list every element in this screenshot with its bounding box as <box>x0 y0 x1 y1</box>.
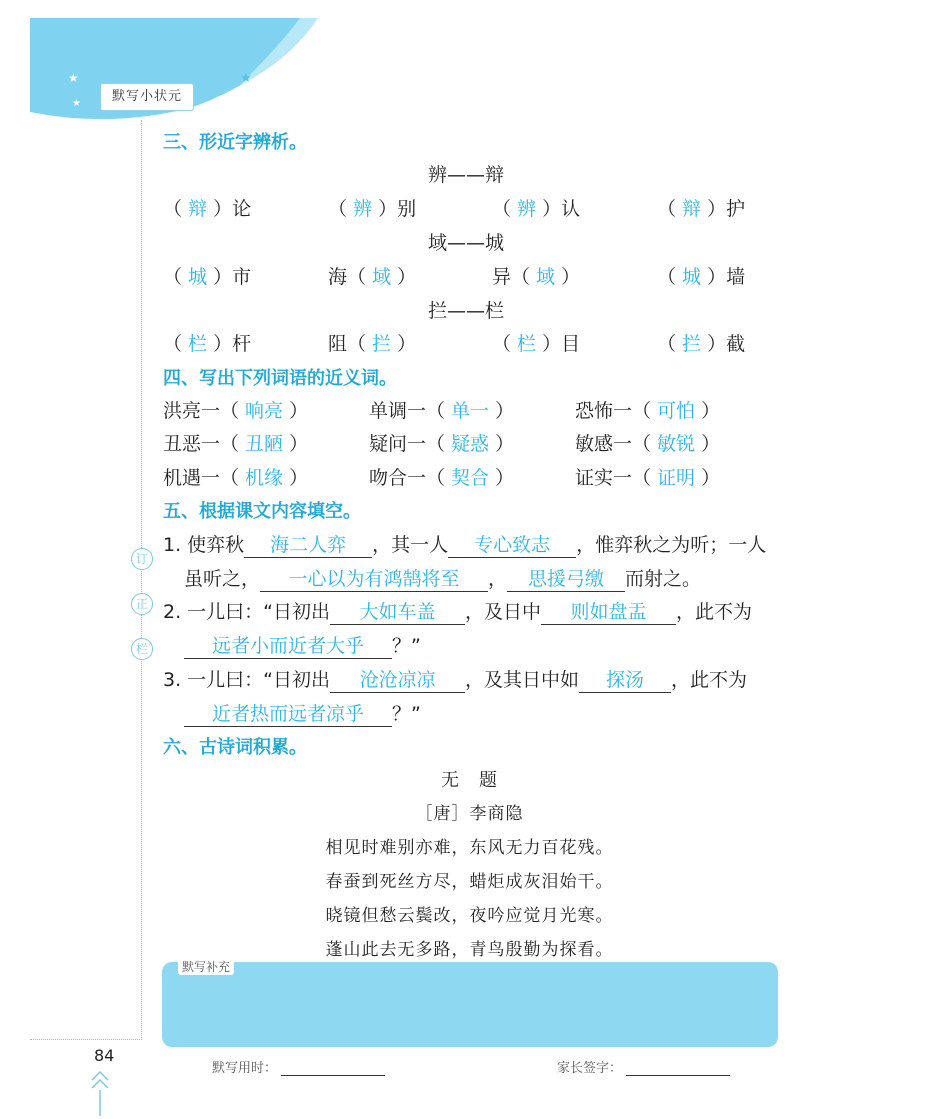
svg-text:★: ★ <box>240 71 252 86</box>
answer-text[interactable]: 响亮 <box>245 400 284 422</box>
answer-text[interactable]: 城 <box>682 266 702 288</box>
char-item: （ 辩 ）论 <box>163 198 252 220</box>
synonym-item: 恐怖一（ 可怕 ） <box>575 400 721 422</box>
section-4-title: 四、写出下列词语的近义词。 <box>163 368 397 389</box>
header-badge: 默写小状元 <box>100 83 194 111</box>
q3-blank-2[interactable]: 探汤 <box>579 665 671 693</box>
char-item: （ 拦 ）截 <box>657 333 746 355</box>
synonym-item: 证实一（ 证明 ） <box>575 467 721 489</box>
svg-text:★: ★ <box>68 71 79 85</box>
answer-text[interactable]: 拦 <box>682 333 702 355</box>
answer-text[interactable]: 城 <box>188 266 208 288</box>
q1-line1: 1. 使弈秋 海二人弈 ，其一人 专心致志 ，惟弈秋之为听；一人 <box>163 530 766 558</box>
signature-label: 家长签字： <box>557 1061 623 1076</box>
answer-text[interactable]: 敏锐 <box>657 433 696 455</box>
section-3-title: 三、形近字辨析。 <box>163 132 307 153</box>
q3-blank-1[interactable]: 沧沧凉凉 <box>330 665 465 693</box>
answer-text[interactable]: 契合 <box>451 467 490 489</box>
char-item: 阻（ 拦 ） <box>328 333 417 355</box>
answer-text[interactable]: 域 <box>372 266 392 288</box>
synonym-item: 敏感一（ 敏锐 ） <box>575 433 721 455</box>
signature-blank[interactable] <box>626 1075 730 1076</box>
q3-line1: 3. 一儿曰：“日初出 沧沧凉凉 ，及其日中如 探汤 ，此不为 <box>163 665 747 693</box>
char-item: （ 辨 ）认 <box>492 198 581 220</box>
synonym-item: 单调一（ 单一 ） <box>369 400 515 422</box>
answer-text[interactable]: 疑惑 <box>451 433 490 455</box>
answer-text[interactable]: 辨 <box>353 198 373 220</box>
arrow-up-icon <box>90 1068 110 1116</box>
answer-text[interactable]: 辨 <box>517 198 537 220</box>
supplement-box[interactable] <box>162 962 778 1047</box>
q1-blank-3[interactable]: 一心以为有鸿鹄将至 <box>260 564 488 592</box>
q2-line2: 远者小而近者大乎 ？” <box>184 631 421 659</box>
poem-line-4: 蓬山此去无多路，青鸟殷勤为探看。 <box>325 940 614 960</box>
answer-text[interactable]: 辩 <box>188 198 208 220</box>
answer-text[interactable]: 证明 <box>657 467 696 489</box>
footer-divider <box>30 1039 142 1040</box>
synonym-item: 丑恶一（ 丑陋 ） <box>163 433 309 455</box>
answer-text[interactable]: 可怕 <box>657 400 696 422</box>
char-item: （ 栏 ）杆 <box>163 333 252 355</box>
char-item: （ 辨 ）别 <box>328 198 417 220</box>
side-label-2: 正 <box>131 593 153 615</box>
time-blank[interactable] <box>281 1075 385 1076</box>
side-label-3: 栏 <box>131 638 153 660</box>
q1-blank-2[interactable]: 专心致志 <box>448 530 576 558</box>
page-number: 84 <box>94 1046 115 1065</box>
synonym-item: 疑问一（ 疑惑 ） <box>369 433 515 455</box>
synonym-item: 吻合一（ 契合 ） <box>369 467 515 489</box>
synonym-item: 洪亮一（ 响亮 ） <box>163 400 309 422</box>
poem-author: ［唐］李商隐 <box>415 804 524 824</box>
answer-text[interactable]: 单一 <box>451 400 490 422</box>
q1-blank-4[interactable]: 思援弓缴 <box>507 564 625 592</box>
q3-line2: 近者热而远者凉乎 ？” <box>184 699 421 727</box>
q2-blank-3[interactable]: 远者小而近者大乎 <box>184 631 392 659</box>
poem-title: 无 题 <box>441 770 498 791</box>
char-pair-2: 域——城 <box>428 232 505 254</box>
time-label: 默写用时： <box>212 1061 278 1076</box>
char-item: （ 辩 ）护 <box>657 198 746 220</box>
answer-text[interactable]: 拦 <box>372 333 392 355</box>
q2-blank-2[interactable]: 则如盘盂 <box>541 597 676 625</box>
q2-line1: 2. 一儿曰：“日初出 大如车盖 ，及日中 则如盘盂 ，此不为 <box>163 597 752 625</box>
q3-blank-3[interactable]: 近者热而远者凉乎 <box>184 699 392 727</box>
time-field[interactable] <box>212 1057 385 1076</box>
synonym-item: 机遇一（ 机缘 ） <box>163 467 309 489</box>
q2-blank-1[interactable]: 大如车盖 <box>330 597 465 625</box>
section-6-title: 六、古诗词积累。 <box>163 737 307 758</box>
supplement-label: 默写补充 <box>178 958 234 975</box>
answer-text[interactable]: 辩 <box>682 198 702 220</box>
answer-text[interactable]: 栏 <box>517 333 537 355</box>
signature-field[interactable] <box>557 1057 730 1076</box>
answer-text[interactable]: 域 <box>536 266 556 288</box>
svg-text:★: ★ <box>72 98 81 109</box>
section-5-title: 五、根据课文内容填空。 <box>163 501 361 522</box>
char-item: （ 城 ）市 <box>163 266 252 288</box>
q1-blank-1[interactable]: 海二人弈 <box>244 530 372 558</box>
char-pair-3: 拦——栏 <box>428 300 505 322</box>
q1-line2: 虽听之， 一心以为有鸿鹄将至 ， 思援弓缴 而射之。 <box>184 564 701 592</box>
char-item: （ 城 ）墙 <box>657 266 746 288</box>
side-label-1: 订 <box>131 548 153 570</box>
poem-line-1: 相见时难别亦难，东风无力百花残。 <box>325 838 614 858</box>
char-item: 异（ 域 ） <box>492 266 581 288</box>
answer-text[interactable]: 丑陋 <box>245 433 284 455</box>
char-item: 海（ 域 ） <box>328 266 417 288</box>
char-pair-1: 辨——辩 <box>428 164 505 186</box>
char-item: （ 栏 ）目 <box>492 333 581 355</box>
answer-text[interactable]: 机缘 <box>245 467 284 489</box>
poem-line-2: 春蚕到死丝方尽，蜡炬成灰泪始干。 <box>325 872 614 892</box>
poem-line-3: 晓镜但愁云鬓改，夜吟应觉月光寒。 <box>325 906 614 926</box>
answer-text[interactable]: 栏 <box>188 333 208 355</box>
